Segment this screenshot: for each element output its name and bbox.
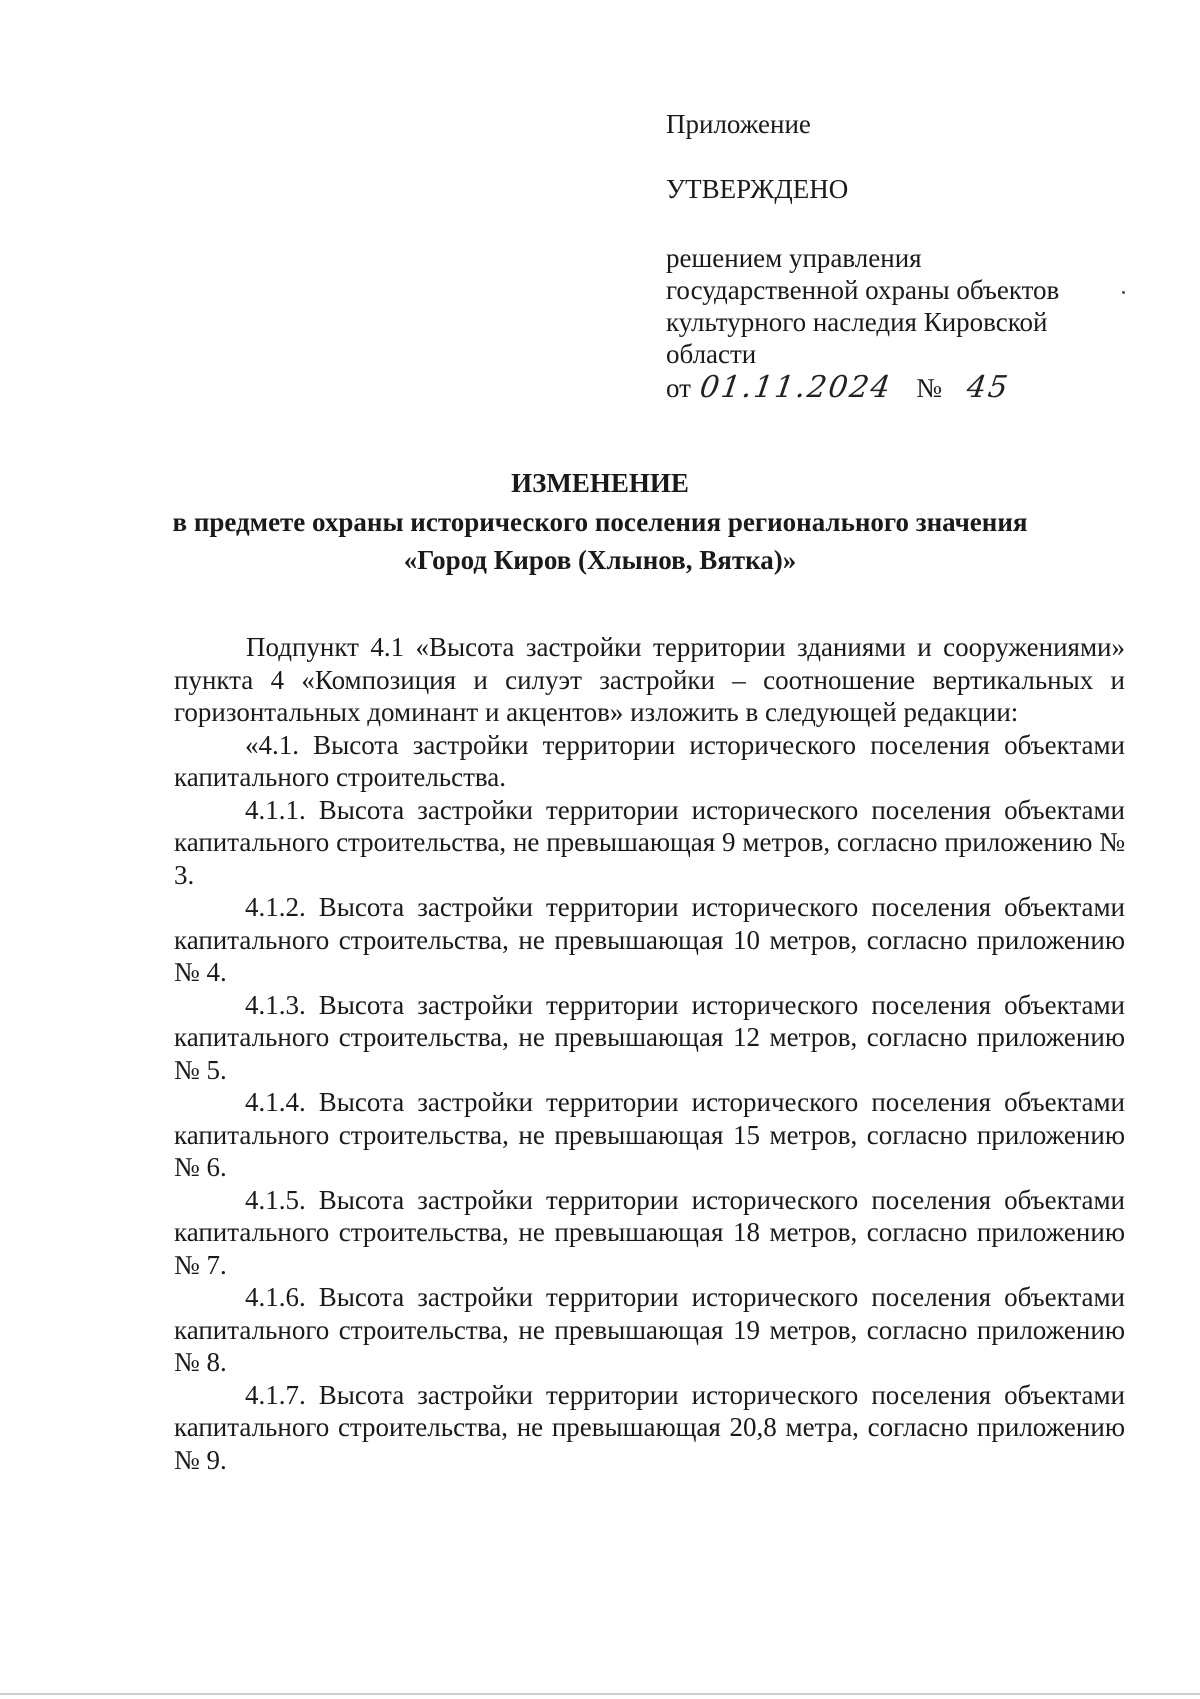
issuer-line: культурного наследия Кировской bbox=[666, 307, 1048, 337]
handwritten-number: 45 bbox=[964, 370, 1012, 405]
clause-paragraph: 4.1.7. Высота застройки территории исторического поселения объектами капитального строительства, не превышающая 20,8 метра, согласно приложению № 9. bbox=[174, 1379, 1125, 1475]
decision-date-line bbox=[666, 372, 1126, 404]
date-prefix: от bbox=[666, 373, 691, 403]
clause-paragraph: 4.1.4. Высота застройки территории исторического поселения объектами капитального строительства, не превышающая 15 метров, согласно приложению № 6. bbox=[174, 1087, 1125, 1182]
handwritten-date: 01.11.2024 bbox=[697, 370, 895, 405]
issuer-line: решением управления bbox=[666, 243, 922, 273]
clause-paragraph: 4.1.5. Высота застройки территории исторического поселения объектами капитального строительства, не превышающая 18 метров, согласно приложению № 7. bbox=[174, 1184, 1125, 1280]
document-body bbox=[174, 631, 1125, 1476]
approval-block bbox=[666, 108, 1126, 404]
clause-paragraph: 4.1.2. Высота застройки территории исторического поселения объектами капитального строительства, не превышающая 10 метров, согласно приложению № 4. bbox=[174, 892, 1125, 987]
clause-paragraph: 4.1.6. Высота застройки территории исторического поселения объектами капитального строительства, не превышающая 19 метров, согласно приложению № 8. bbox=[174, 1282, 1125, 1377]
clause-paragraph: 4.1.3. Высота застройки территории исторического поселения объектами капитального строительства, не превышающая 12 метров, согласно приложению № 5. bbox=[174, 989, 1125, 1085]
title-subject: в предмете охраны исторического поселения регионального значения bbox=[172, 507, 1028, 537]
issuer-block bbox=[666, 242, 1126, 370]
issuer-line: области bbox=[666, 339, 757, 369]
intro-paragraph: Подпункт 4.1 «Высота застройки территории зданиями и сооружениями» пункта 4 «Композиция и силуэт застройки – соотношение вертикальных и горизонтальных доминант и акцентов» изложить в следующей редакции: bbox=[174, 632, 1125, 727]
clause-paragraph: 4.1.1. Высота застройки территории исторического поселения объектами капитального строительства, не превышающая 9 метров, согласно приложению № 3. bbox=[174, 794, 1125, 890]
issuer-line: государственной охраны объектов bbox=[666, 275, 1060, 305]
approved-label: УТВЕРЖДЕНО bbox=[666, 174, 849, 204]
title-main: ИЗМЕНЕНИЕ bbox=[511, 468, 689, 498]
title-settlement: «Город Киров (Хлынов, Вятка)» bbox=[403, 545, 797, 575]
clause-paragraph: «4.1. Высота застройки территории исторического поселения объектами капитального строительства. bbox=[174, 729, 1125, 792]
number-label: № bbox=[916, 373, 942, 403]
document-title bbox=[150, 464, 1050, 579]
appendix-label: Приложение bbox=[666, 109, 811, 139]
scan-edge-line bbox=[0, 1693, 1200, 1695]
